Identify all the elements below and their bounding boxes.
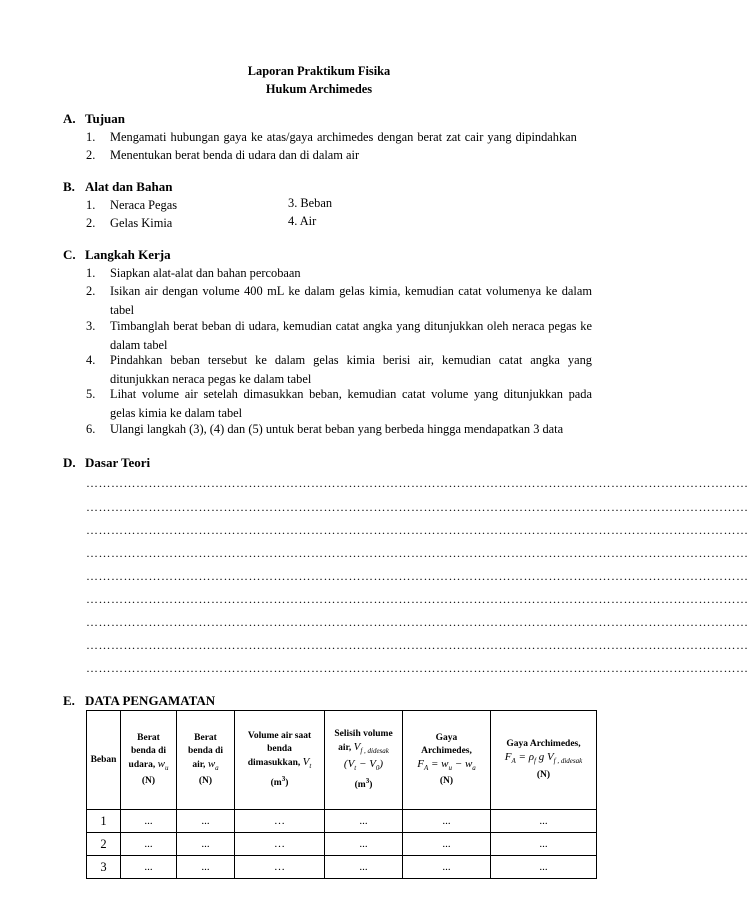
- header-beban: [87, 711, 121, 810]
- cell-gaya-archimedes[interactable]: ...: [491, 810, 597, 833]
- header-label: benda di: [130, 745, 167, 756]
- section-tujuan-heading: [63, 111, 125, 127]
- header-unit: (N): [198, 776, 213, 787]
- symbol: $w_a$: [207, 757, 219, 773]
- header-unit: (N): [141, 776, 156, 787]
- table-row: [87, 856, 597, 879]
- cell-beban[interactable]: 2: [87, 833, 121, 856]
- item-text: Timbanglah berat beban di udara, kemudian catat angka yang ditunjukkan oleh neraca pegas ke dalam tabel: [110, 319, 592, 352]
- dotted-line: ……………………………………………………………………………………………………………………………………………: [86, 569, 749, 583]
- cell-beban[interactable]: 1: [87, 810, 121, 833]
- item-text: Siapkan alat-alat dan bahan percobaan: [110, 266, 301, 280]
- header-selisih: [325, 711, 403, 810]
- item-text: Air: [299, 214, 317, 228]
- header-label: Archimedes,: [421, 745, 472, 756]
- item-text: Mengamati hubungan gaya ke atas/gaya archimedes dengan berat zat cair yang dipindahkan: [110, 130, 577, 144]
- header-unit: $(m^3)$: [354, 777, 373, 791]
- document-subtitle: Hukum Archimedes: [265, 82, 373, 96]
- section-letter: C.: [63, 247, 76, 262]
- observation-table: [86, 710, 597, 879]
- section-letter: E.: [63, 693, 75, 708]
- item-number: 4.: [86, 353, 96, 367]
- section-title: DATA PENGAMATAN: [85, 693, 216, 708]
- item-text: Lihat volume air setelah dimasukkan beban, kemudian catat volume yang ditunjukkan pada gelas kimia ke dalam tabel: [110, 387, 592, 420]
- item-number: 3.: [86, 319, 96, 333]
- cell-gaya[interactable]: ...: [403, 833, 491, 856]
- cell-berat-air[interactable]: ...: [177, 810, 235, 833]
- header-label: benda: [267, 743, 292, 754]
- formula: $F_A = \rho_f$ g $V_{f , didesak}$: [504, 751, 583, 766]
- header-gaya: [403, 711, 491, 810]
- header-label: udara,: [128, 759, 156, 770]
- symbol: $V_t$: [302, 755, 312, 771]
- cell-gaya[interactable]: ...: [403, 856, 491, 879]
- cell-berat-air[interactable]: ...: [177, 856, 235, 879]
- symbol: $w_u$: [157, 757, 169, 773]
- header-label: air,: [338, 742, 352, 753]
- document-title: Laporan Praktikum Fisika: [247, 64, 391, 78]
- header-unit: (N): [439, 776, 454, 787]
- section-dasar-heading: [63, 455, 150, 471]
- dotted-line: ……………………………………………………………………………………………………………………………………………: [86, 661, 749, 675]
- item-text: Menentukan berat benda di udara dan di dalam air: [110, 148, 360, 162]
- item-number: 2.: [86, 284, 96, 298]
- section-alat-heading: [63, 179, 172, 195]
- section-title: Alat dan Bahan: [85, 179, 173, 194]
- header-gaya-archimedes: [491, 711, 597, 810]
- header-label: dimasukkan,: [247, 757, 301, 768]
- header-unit: (N): [536, 769, 551, 780]
- header-label: air,: [192, 759, 206, 770]
- item-text: Ulangi langkah (3), (4) dan (5) untuk berat beban yang berbeda hingga mendapatkan 3 data: [110, 422, 564, 436]
- symbol: $V_{f , didesak}$: [353, 740, 389, 755]
- header-berat-air: [177, 711, 235, 810]
- header-label: Volume air saat: [247, 730, 312, 741]
- list-item: [288, 196, 332, 211]
- section-letter: B.: [63, 179, 75, 194]
- cell-volume[interactable]: …: [235, 810, 325, 833]
- header-label: Gaya Archimedes,: [506, 739, 581, 750]
- item-number: 1.: [86, 198, 96, 212]
- dotted-line: ……………………………………………………………………………………………………………………………………………: [86, 500, 749, 514]
- item-number: 4.: [288, 214, 298, 228]
- header-label: Selisih volume: [334, 728, 393, 739]
- header-berat-udara: [121, 711, 177, 810]
- formula: $F_A = w_u - w_a$: [417, 757, 476, 773]
- section-data-heading: [63, 693, 215, 709]
- section-title: Dasar Teori: [85, 455, 151, 470]
- header-label: benda di: [187, 745, 224, 756]
- item-number: 3.: [288, 196, 298, 210]
- item-text: Isikan air dengan volume 400 mL ke dalam gelas kimia, kemudian catat volumenya ke dalam tabel: [110, 284, 592, 317]
- section-title: Tujuan: [85, 111, 125, 126]
- dotted-line: ……………………………………………………………………………………………………………………………………………: [86, 523, 749, 537]
- cell-volume[interactable]: …: [235, 856, 325, 879]
- cell-berat-air[interactable]: ...: [177, 833, 235, 856]
- cell-berat-udara[interactable]: ...: [121, 833, 177, 856]
- cell-beban[interactable]: 3: [87, 856, 121, 879]
- cell-berat-udara[interactable]: ...: [121, 856, 177, 879]
- cell-gaya-archimedes[interactable]: ...: [491, 833, 597, 856]
- item-number: 2.: [86, 216, 96, 230]
- item-text: Gelas Kimia: [110, 216, 173, 230]
- table-row: [87, 833, 597, 856]
- cell-volume[interactable]: …: [235, 833, 325, 856]
- dotted-line: ……………………………………………………………………………………………………………………………………………: [86, 638, 749, 652]
- cell-gaya-archimedes[interactable]: ...: [491, 856, 597, 879]
- section-letter: A.: [63, 111, 76, 126]
- header-label: Gaya: [435, 732, 458, 743]
- item-number: 1.: [86, 266, 96, 280]
- cell-gaya[interactable]: ...: [403, 810, 491, 833]
- dotted-line: ……………………………………………………………………………………………………………………………………………: [86, 546, 749, 560]
- item-text: Beban: [300, 196, 333, 210]
- dotted-line: ……………………………………………………………………………………………………………………………………………: [86, 592, 749, 606]
- header-unit: $(m^3)$: [270, 775, 289, 789]
- item-number: 1.: [86, 130, 96, 144]
- table-row: [87, 810, 597, 833]
- header-label: Berat: [137, 732, 160, 743]
- list-item: [288, 214, 316, 229]
- item-number: 6.: [86, 422, 96, 436]
- cell-selisih[interactable]: ...: [325, 833, 403, 856]
- table-header-row: [87, 711, 597, 810]
- header-label: Berat: [194, 732, 217, 743]
- cell-selisih[interactable]: ...: [325, 810, 403, 833]
- dotted-line: ……………………………………………………………………………………………………………………………………………: [86, 476, 749, 490]
- section-langkah-heading: [63, 247, 171, 263]
- cell-selisih[interactable]: ...: [325, 856, 403, 879]
- header-label: Beban: [90, 754, 117, 765]
- section-title: Langkah Kerja: [85, 247, 171, 262]
- item-text: Pindahkan beban tersebut ke dalam gelas kimia berisi air, kemudian catat angka yang ditunjukkan neraca pegas ke dalam tabel: [110, 353, 592, 386]
- section-letter: D.: [63, 455, 76, 470]
- cell-berat-udara[interactable]: ...: [121, 810, 177, 833]
- dotted-line: ……………………………………………………………………………………………………………………………………………: [86, 615, 749, 629]
- header-volume: [235, 711, 325, 810]
- item-number: 2.: [86, 148, 96, 162]
- item-text: Neraca Pegas: [110, 198, 178, 212]
- formula: $(V_t - V_0)$: [343, 757, 384, 773]
- item-number: 5.: [86, 387, 96, 401]
